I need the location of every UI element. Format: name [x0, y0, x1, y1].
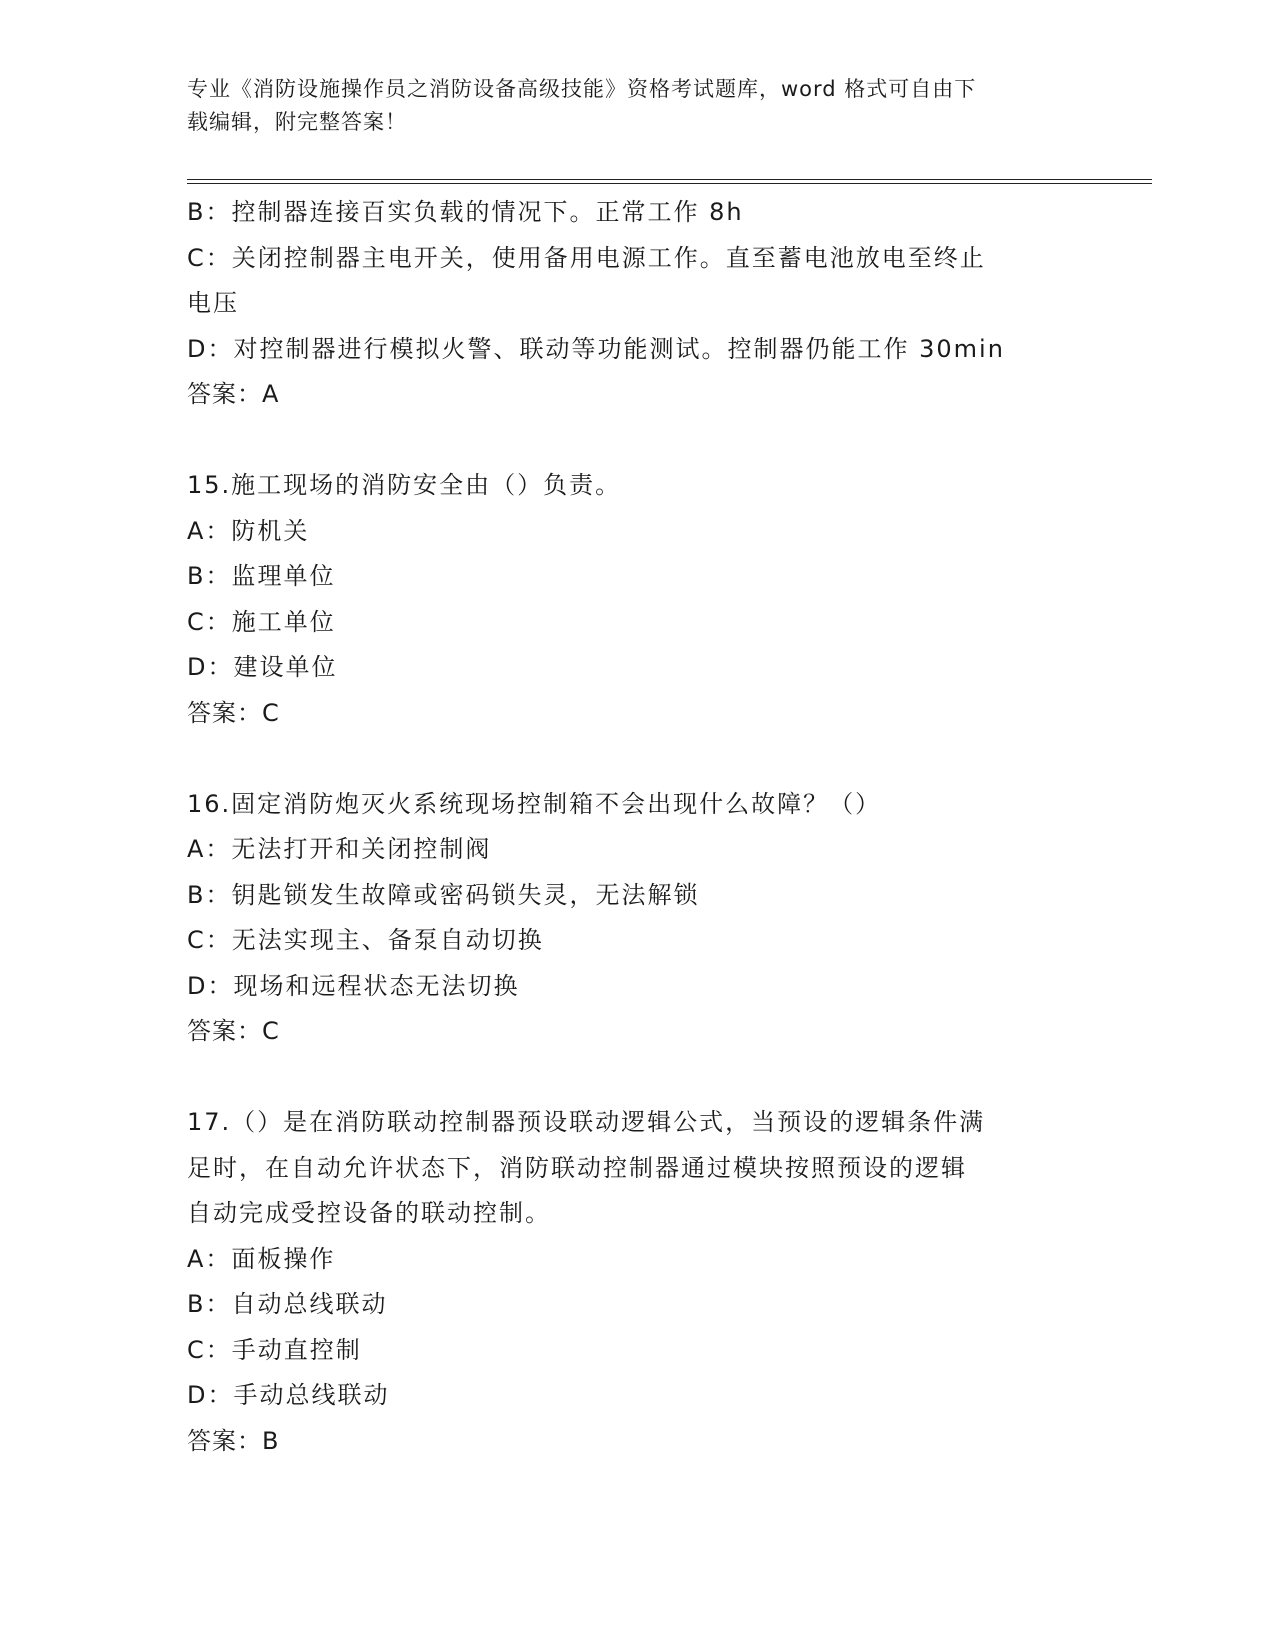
question-text: 15.施工现场的消防安全由（）负责。 — [187, 471, 622, 499]
option-c: C：手动直控制 — [187, 1335, 362, 1364]
option-a: A：防机关 — [187, 516, 310, 545]
question-text: 16.固定消防炮灭火系统现场控制箱不会出现什么故障？（） — [187, 789, 882, 818]
option-d: D：对控制器进行模拟火警、联动等功能测试。控制器仍能工作 30min — [187, 334, 1005, 363]
option-c: C：无法实现主、备泵自动切换 — [187, 926, 544, 954]
header-line-1: 专业《消防设施操作员之消防设备高级技能》资格考试题库，word 格式可自由下 — [187, 77, 977, 101]
question-text: 17.（）是在消防联动控制器预设联动逻辑公式，当预设的逻辑条件满 — [187, 1108, 986, 1136]
option-d: D：建设单位 — [187, 653, 338, 681]
option-d: D：现场和远程状态无法切换 — [187, 971, 520, 1000]
answer: 答案：C — [187, 698, 280, 727]
header-divider-bottom — [187, 183, 1152, 184]
option-b: B：监理单位 — [187, 562, 336, 590]
answer: 答案：A — [187, 380, 280, 408]
question-text-continued: 自动完成受控设备的联动控制。 — [187, 1199, 551, 1227]
option-b: B：控制器连接百实负载的情况下。正常工作 8h — [187, 198, 744, 226]
question-17 — [187, 1100, 1087, 1464]
header-divider-top — [187, 179, 1152, 180]
option-b: B：钥匙锁发生故障或密码锁失灵，无法解锁 — [187, 880, 700, 909]
question-16 — [187, 782, 1087, 1055]
question-list — [187, 190, 1087, 1464]
header-line-2: 载编辑，附完整答案！ — [187, 110, 407, 134]
option-c: C：施工单位 — [187, 607, 336, 636]
option-a: A：面板操作 — [187, 1244, 336, 1273]
answer: 答案：B — [187, 1426, 280, 1455]
answer: 答案：C — [187, 1017, 280, 1045]
option-d: D：手动总线联动 — [187, 1381, 390, 1409]
option-a: A：无法打开和关闭控制阀 — [187, 835, 492, 863]
document-header — [187, 73, 1087, 139]
option-b: B：自动总线联动 — [187, 1290, 388, 1318]
question-14-continued — [187, 190, 1087, 418]
option-c-continued: 电压 — [187, 289, 239, 317]
question-15 — [187, 463, 1087, 736]
option-c: C：关闭控制器主电开关，使用备用电源工作。直至蓄电池放电至终止 — [187, 243, 986, 272]
question-text-continued: 足时，在自动允许状态下，消防联动控制器通过模块按照预设的逻辑 — [187, 1153, 967, 1182]
